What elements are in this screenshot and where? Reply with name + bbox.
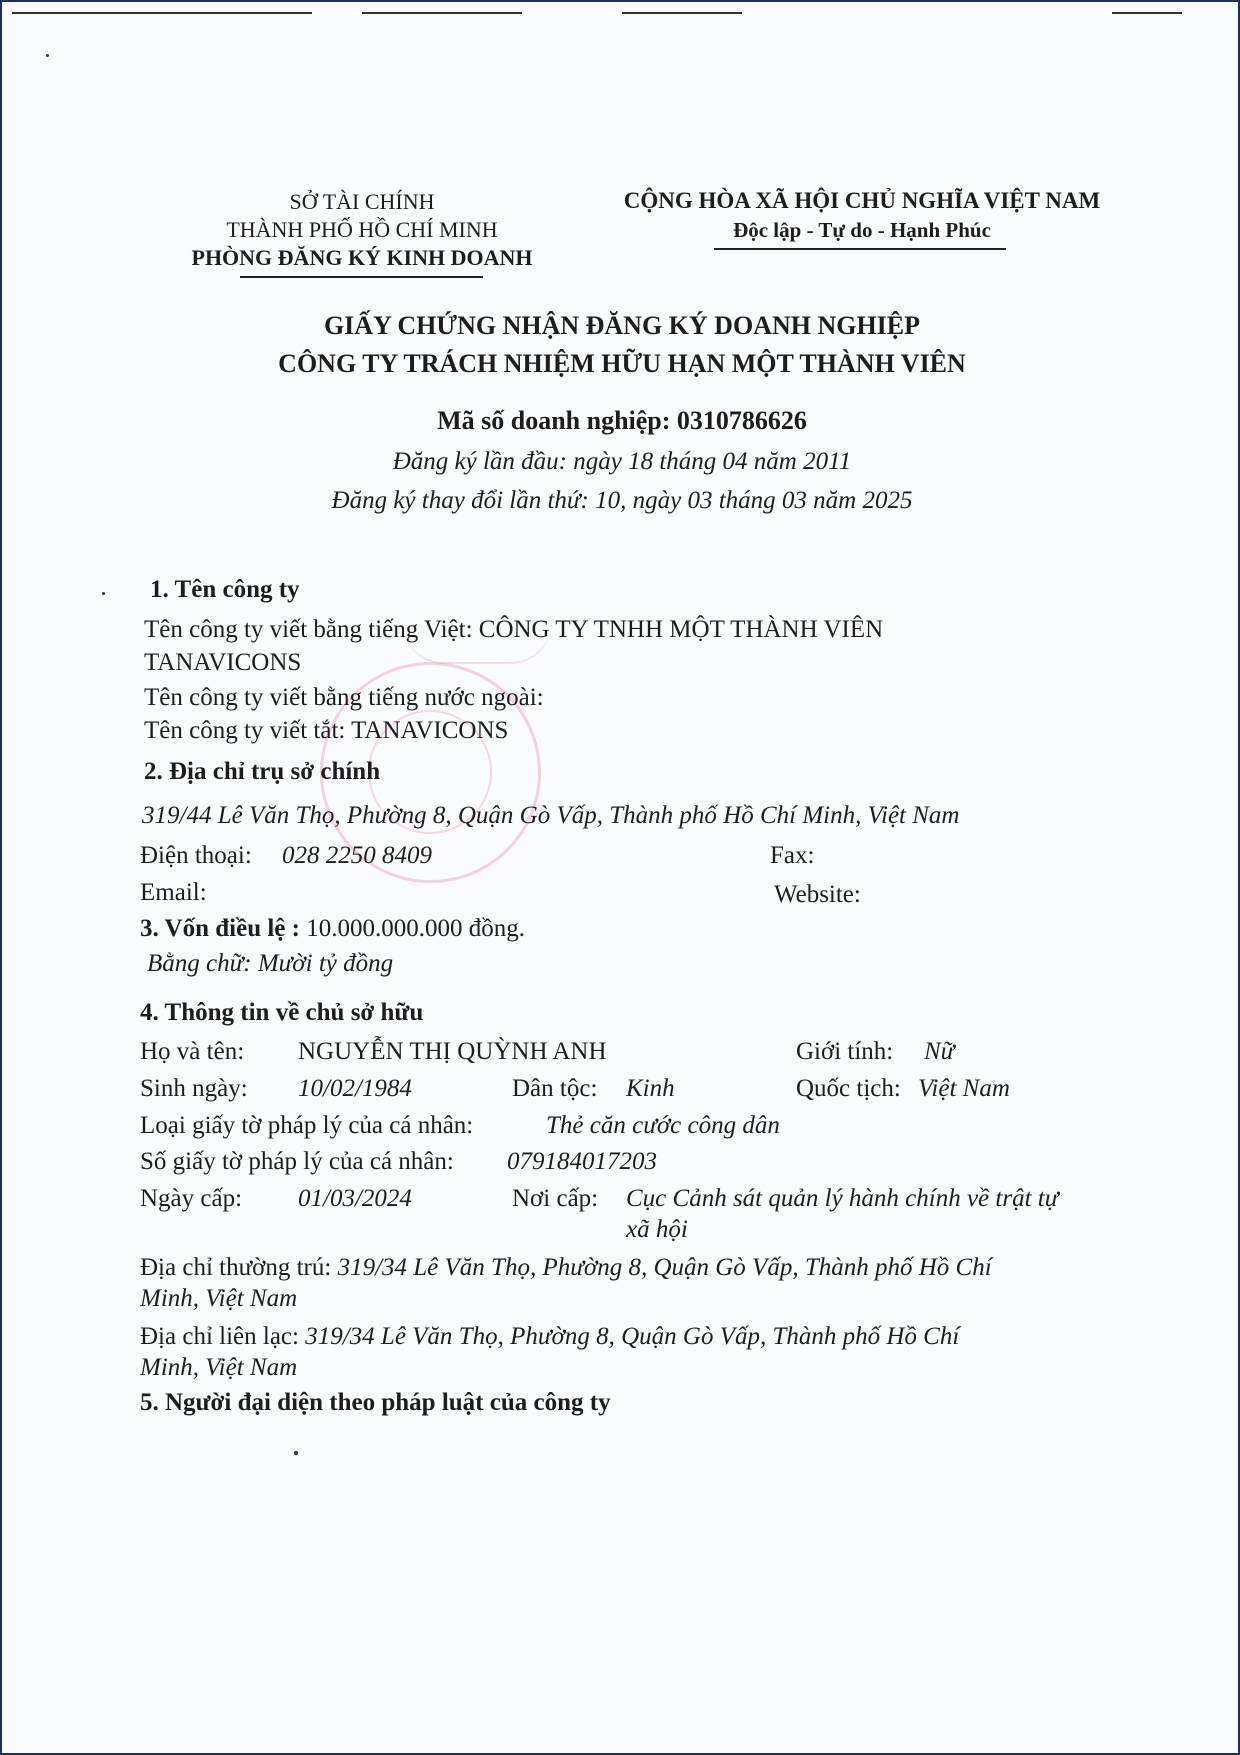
header-right-line1: CỘNG HÒA XÃ HỘI CHỦ NGHĨA VIỆT NAM — [623, 188, 1101, 213]
ethnic-value: Kinh — [626, 1075, 675, 1102]
contact-address-label: Địa chỉ liên lạc: — [140, 1323, 299, 1350]
viet-name-line1: Tên công ty viết bằng tiếng Việt: CÔNG TY TNHH MỘT THÀNH VIÊN — [144, 616, 884, 643]
enterprise-code: Mã số doanh nghiệp: 0310786626 — [437, 406, 807, 435]
head-office-address: 319/44 Lê Văn Thọ, Phường 8, Quận Gò Vấp, Thành phố Hồ Chí Minh, Việt Nam — [142, 802, 960, 829]
first-registration: Đăng ký lần đầu: ngày 18 tháng 04 năm 2011 — [392, 448, 852, 475]
contact-address — [140, 1323, 959, 1351]
section2-heading: 2. Địa chỉ trụ sở chính — [144, 758, 381, 785]
email-label: Email: — [140, 879, 207, 906]
capital-amount: 10.000.000.000 đồng. — [306, 915, 525, 942]
header-left-line2: THÀNH PHỐ HỒ CHÍ MINH — [226, 217, 498, 242]
dob-value: 10/02/1984 — [298, 1075, 412, 1102]
owner-name-value: NGUYỄN THỊ QUỲNH ANH — [298, 1038, 607, 1065]
nationality-value: Việt Nam — [918, 1075, 1010, 1102]
foreign-name: Tên công ty viết bằng tiếng nước ngoài: — [144, 684, 544, 711]
dob-label: Sinh ngày: — [140, 1075, 248, 1102]
doc-number-value: 079184017203 — [507, 1148, 657, 1175]
scan-edge-line — [362, 12, 522, 14]
change-registration: Đăng ký thay đổi lần thứ: 10, ngày 03 tháng 03 năm 2025 — [331, 487, 913, 514]
scan-speck — [46, 54, 49, 57]
section4-heading: 4. Thông tin về chủ sở hữu — [140, 999, 424, 1026]
doc-title: GIẤY CHỨNG NHẬN ĐĂNG KÝ DOANH NGHIỆP — [323, 311, 921, 340]
scan-edge-line — [12, 12, 312, 14]
capital-in-words: Bằng chữ: Mười tỷ đồng — [147, 950, 394, 977]
nationality-label: Quốc tịch: — [796, 1075, 901, 1102]
issue-date-label: Ngày cấp: — [140, 1185, 243, 1212]
header-left-line1: SỞ TÀI CHÍNH — [289, 189, 435, 214]
scan-speck — [102, 592, 105, 595]
issue-place-label: Nơi cấp: — [512, 1185, 599, 1212]
fax-label: Fax: — [770, 842, 815, 869]
header-left-line3: PHÒNG ĐĂNG KÝ KINH DOANH — [191, 245, 533, 270]
issue-place-line2: xã hội — [626, 1216, 688, 1243]
doc-type-label: Loại giấy tờ pháp lý của cá nhân: — [140, 1112, 474, 1139]
header-right-underline — [714, 248, 1006, 250]
section3-heading: 3. Vốn điều lệ : — [140, 915, 300, 942]
website-label: Website: — [774, 881, 861, 908]
gender-value: Nữ — [924, 1038, 955, 1065]
perm-address — [140, 1254, 992, 1282]
perm-address-line2: Minh, Việt Nam — [140, 1285, 298, 1312]
gender-label: Giới tính: — [796, 1038, 894, 1065]
contact-address-line2: Minh, Việt Nam — [140, 1354, 298, 1381]
perm-address-label: Địa chỉ thường trú: — [140, 1254, 332, 1281]
header-left — [142, 188, 582, 272]
scan-edge-line — [622, 12, 742, 14]
scan-speck — [294, 1451, 298, 1455]
phone-label: Điện thoại: — [140, 842, 252, 869]
charter-capital — [140, 915, 525, 943]
scan-edge-line — [1112, 12, 1182, 14]
owner-name-label: Họ và tên: — [140, 1038, 245, 1065]
section1-heading: 1. Tên công ty — [150, 576, 300, 603]
short-name: Tên công ty viết tắt: TANAVICONS — [144, 717, 509, 744]
section5-heading: 5. Người đại diện theo pháp luật của công ty — [140, 1389, 611, 1416]
issue-place-line1: Cục Cảnh sát quản lý hành chính về trật tự — [626, 1185, 1059, 1212]
contact-address-line1: 319/34 Lê Văn Thọ, Phường 8, Quận Gò Vấp, Thành phố Hồ Chí — [305, 1323, 960, 1350]
header-right — [592, 186, 1132, 244]
doc-type-value: Thẻ căn cước công dân — [546, 1112, 780, 1139]
header-left-underline — [240, 276, 483, 278]
company-type-title: CÔNG TY TRÁCH NHIỆM HỮU HẠN MỘT THÀNH VIÊN — [278, 349, 966, 378]
ethnic-label: Dân tộc: — [512, 1075, 598, 1102]
perm-address-line1: 319/34 Lê Văn Thọ, Phường 8, Quận Gò Vấp, Thành phố Hồ Chí — [337, 1254, 992, 1281]
issue-date-value: 01/03/2024 — [298, 1185, 412, 1212]
phone-value: 028 2250 8409 — [282, 842, 432, 869]
doc-number-label: Số giấy tờ pháp lý của cá nhân: — [140, 1148, 454, 1175]
viet-name-line2: TANAVICONS — [144, 649, 302, 676]
header-right-line2: Độc lập - Tự do - Hạnh Phúc — [733, 218, 991, 242]
